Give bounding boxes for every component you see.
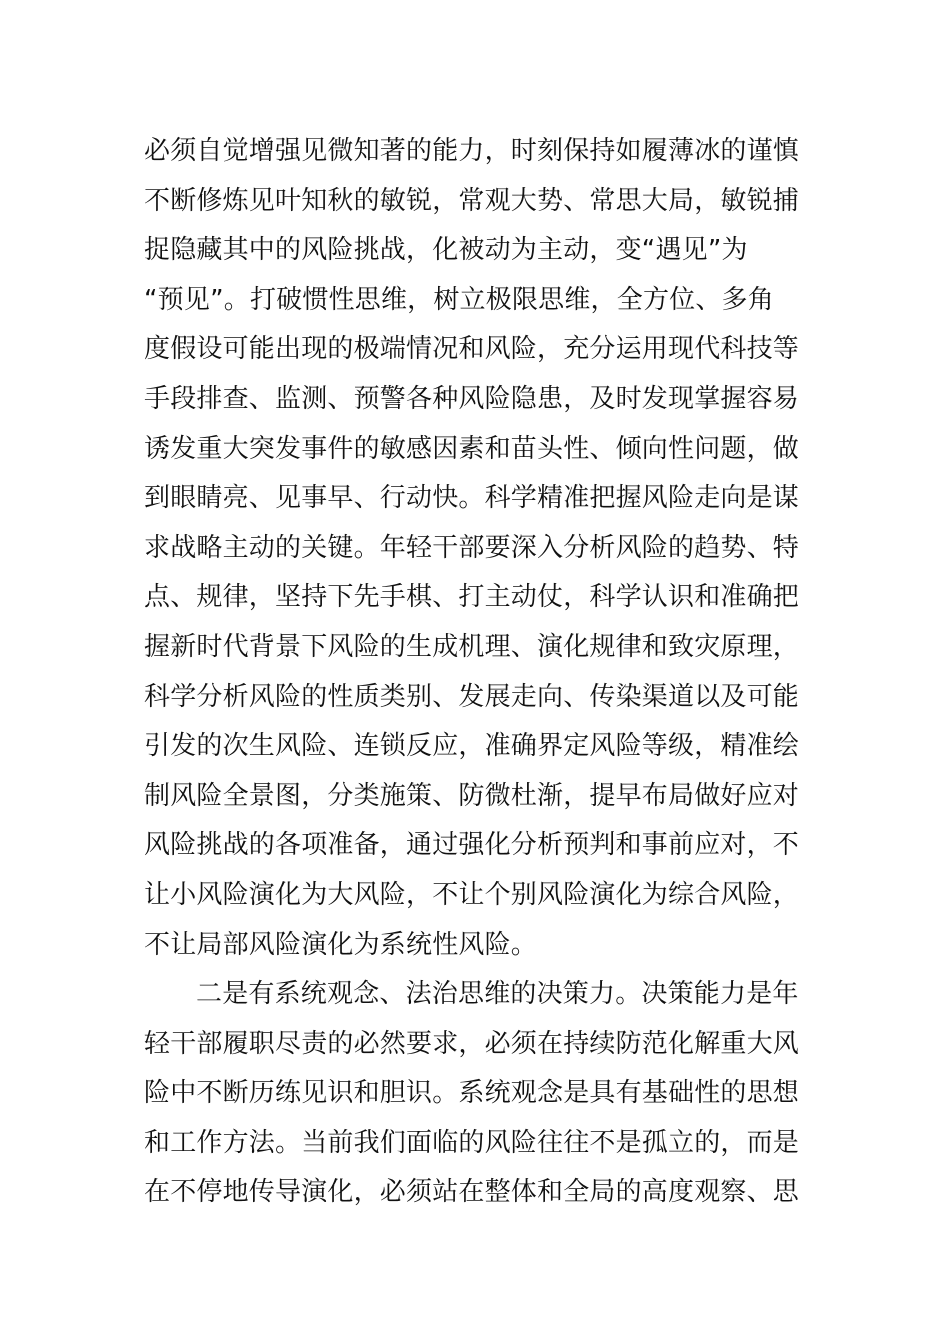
text-line: 必须自觉增强见微知著的能力，时刻保持如履薄冰的谨慎 bbox=[144, 136, 800, 166]
body-text bbox=[144, 127, 814, 1218]
text-line: 在不停地传导演化，必须站在整体和全局的高度观察、思 bbox=[144, 1177, 800, 1208]
text-line: “预见”。打破惯性思维，树立极限思维，全方位、多角 bbox=[144, 284, 774, 315]
text-line: 风险挑战的各项准备，通过强化分析预判和事前应对，不 bbox=[144, 830, 800, 861]
text-line: 科学分析风险的性质类别、发展走向、传染渠道以及可能 bbox=[144, 681, 800, 712]
text-line: 手段排查、监测、预警各种风险隐患，及时发现掌握容易 bbox=[144, 383, 800, 414]
text-line: 握新时代背景下风险的生成机理、演化规律和致灾原理， bbox=[144, 631, 800, 662]
text-line: 度假设可能出现的极端情况和风险，充分运用现代科技等 bbox=[144, 334, 800, 365]
text-line: 引发的次生风险、连锁反应，准确界定风险等级，精准绘 bbox=[144, 731, 800, 762]
text-line: 诱发重大突发事件的敏感因素和苗头性、倾向性问题，做 bbox=[144, 433, 800, 464]
text-line: 不断修炼见叶知秋的敏锐，常观大势、常思大局，敏锐捕 bbox=[144, 185, 800, 216]
text-line: 捉隐藏其中的风险挑战，化被动为主动，变“遇见”为 bbox=[144, 235, 748, 266]
paragraph-start-line: 二是有系统观念、法治思维的决策力。决策能力是年 bbox=[196, 979, 799, 1010]
text-line: 到眼睛亮、见事早、行动快。科学精准把握风险走向是谋 bbox=[144, 483, 800, 514]
text-line: 求战略主动的关键。年轻干部要深入分析风险的趋势、特 bbox=[144, 532, 800, 563]
text-line: 轻干部履职尽责的必然要求，必须在持续防范化解重大风 bbox=[144, 1028, 800, 1059]
text-line: 不让局部风险演化为系统性风险。 bbox=[144, 929, 538, 960]
text-line: 让小风险演化为大风险，不让个别风险演化为综合风险， bbox=[144, 879, 800, 910]
text-line: 点、规律，坚持下先手棋、打主动仗，科学认识和准确把 bbox=[144, 582, 800, 613]
text-line: 制风险全景图，分类施策、防微杜渐，提早布局做好应对 bbox=[144, 780, 800, 811]
text-line: 险中不断历练见识和胆识。系统观念是具有基础性的思想 bbox=[144, 1078, 800, 1109]
text-line: 和工作方法。当前我们面临的风险往往不是孤立的，而是 bbox=[144, 1127, 800, 1158]
